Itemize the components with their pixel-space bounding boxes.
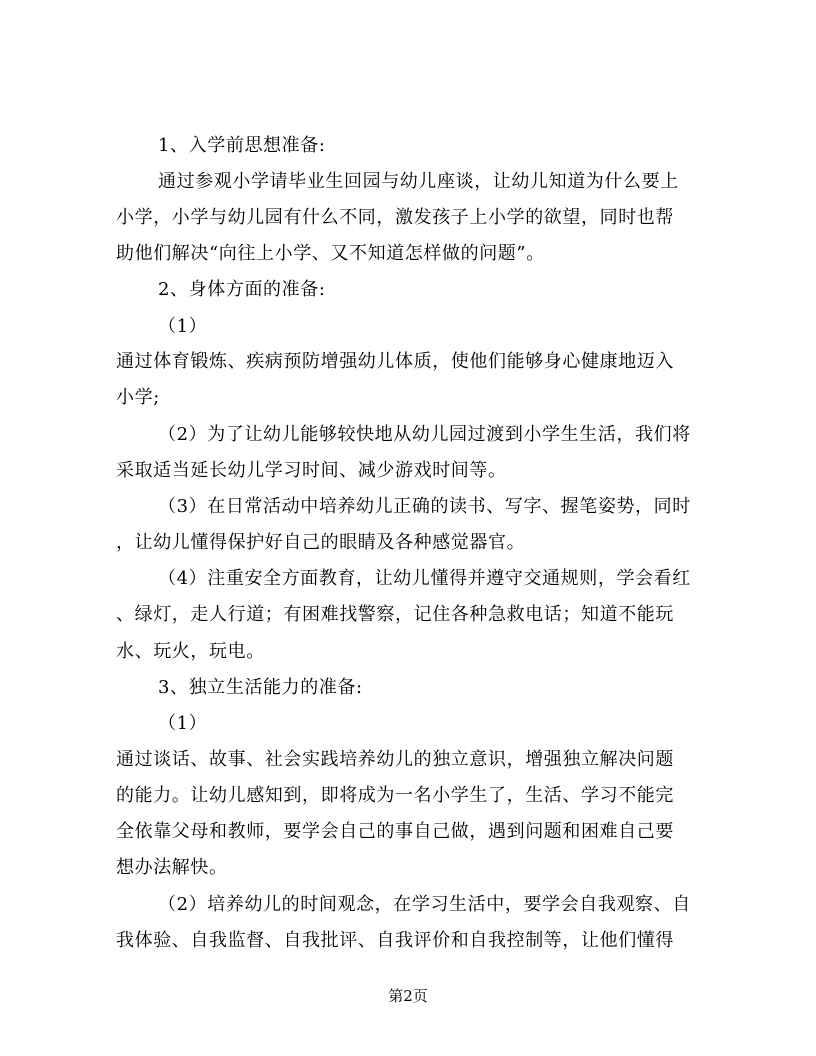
paragraph-line: 想办法解快。	[116, 857, 228, 878]
heading-thought-preparation: 1、入学前思想准备:	[158, 135, 326, 156]
paragraph-line: （2）培养幼儿的时间观念，在学习生活中，要学会自我观察、自	[158, 894, 691, 915]
paragraph-line: 通过参观小学请毕业生回园与幼儿座谈，让幼儿知道为什么要上	[158, 171, 679, 192]
paragraph-line: 通过体育锻炼、疾病预防增强幼儿体质，使他们能够身心健康地迈入	[116, 351, 674, 372]
paragraph-line: （2）为了让幼儿能够较快地从幼儿园过渡到小学生生活，我们将	[158, 424, 691, 445]
paragraph-line: 小学，小学与幼儿园有什么不同，激发孩子上小学的欲望，同时也帮	[116, 207, 674, 228]
page-number: 第2页	[388, 987, 428, 1005]
list-marker: （1）	[158, 713, 208, 734]
paragraph-line: 我体验、自我监督、自我批评、自我评价和自我控制等，让他们懂得	[116, 930, 674, 951]
heading-physical-preparation: 2、身体方面的准备:	[158, 279, 326, 300]
paragraph-line: ，让幼儿懂得保护好自己的眼睛及各种感觉器官。	[116, 532, 526, 553]
paragraph-line: 小学;	[116, 387, 160, 408]
paragraph-line: 通过谈话、故事、社会实践培养幼儿的独立意识，增强独立解决问题	[116, 749, 674, 770]
paragraph-line: 的能力。让幼儿感知到，即将成为一名小学生了，生活、学习不能完	[116, 785, 674, 806]
paragraph-line: 采取适当延长幼儿学习时间、减少游戏时间等。	[116, 460, 507, 481]
paragraph-line: 全依靠父母和教师，要学会自己的事自己做，遇到问题和困难自己要	[116, 821, 674, 842]
paragraph-line: （4）注重安全方面教育，让幼儿懂得并遵守交通规则，学会看红	[158, 568, 691, 589]
list-marker: （1）	[158, 316, 208, 337]
heading-independent-living: 3、独立生活能力的准备:	[158, 677, 363, 698]
paragraph-line: 水、玩火，玩电。	[116, 641, 265, 662]
paragraph-line: 、绿灯，走人行道；有困难找警察，记住各种急救电话；知道不能玩	[116, 604, 674, 625]
paragraph-line: （3）在日常活动中培养幼儿正确的读书、写字、握笔姿势，同时	[158, 496, 691, 517]
paragraph-line: 助他们解决“向往上小学、又不知道怎样做的问题”。	[116, 243, 545, 264]
